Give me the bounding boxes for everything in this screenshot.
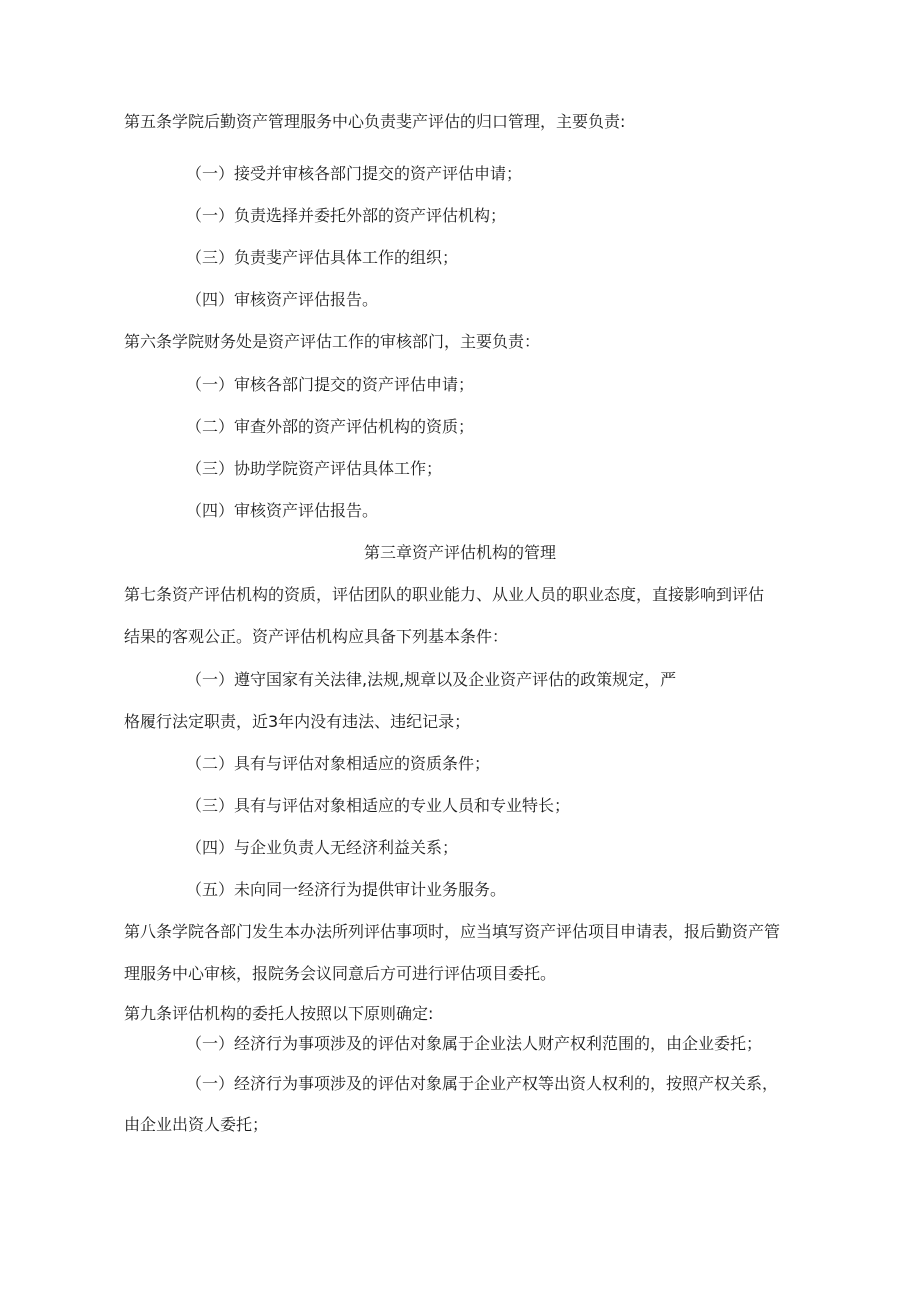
article-7-item-1-line-1: （一）遵守国家有关法律,法规,规章以及企业资产评估的政策规定，严 xyxy=(186,670,677,689)
article-5-item-1: （一）接受并审核各部门提交的资产评估申请； xyxy=(186,164,523,183)
article-7-item-2: （二）具有与评估对象相适应的资质条件； xyxy=(186,754,491,773)
article-7-item-5: （五）未向同一经济行为提供审计业务服务。 xyxy=(186,880,507,899)
article-6-item-2: （二）审查外部的资产评估机构的资质； xyxy=(186,417,475,436)
article-5-item-4: （四）审核资产评估报告。 xyxy=(186,290,379,309)
article-6-title: 第六条学院财务处是资产评估工作的审核部门，主要负责： xyxy=(124,332,541,351)
chapter-3-heading: 第三章资产评估机构的管理 xyxy=(363,543,556,562)
article-8-line-2: 理服务中心审核，报院务会议同意后方可进行评估项目委托。 xyxy=(124,964,557,983)
article-8-line-1: 第八条学院各部门发生本办法所列评估事项时，应当填写资产评估项目申请表，报后勤资产管 xyxy=(124,922,781,941)
article-7-item-4: （四）与企业负责人无经济利益关系； xyxy=(186,838,459,857)
article-6-item-4: （四）审核资产评估报告。 xyxy=(186,501,379,520)
article-6-item-1: （一）审核各部门提交的资产评估申请； xyxy=(186,375,475,394)
article-9-title: 第九条评估机构的委托人按照以下原则确定: xyxy=(124,1004,434,1023)
article-5-item-3: （三）负责斐产评估具体工作的组织； xyxy=(186,248,459,267)
article-7-line-1: 第七条资产评估机构的资质，评估团队的职业能力、从业人员的职业态度，直接影响到评估 xyxy=(124,585,765,604)
article-7-item-3: （三）具有与评估对象相适应的专业人员和专业特长； xyxy=(186,796,571,815)
article-6-item-3: （三）协助学院资产评估具体工作； xyxy=(186,459,443,478)
article-9-item-2-line-1: （一）经济行为事项涉及的评估对象属于企业产权等出资人权利的，按照产权关系， xyxy=(186,1074,779,1093)
article-5-item-2: （一）负责选择并委托外部的资产评估机构； xyxy=(186,206,507,225)
article-7-line-2: 结果的客观公正。资产评估机构应具备下列基本条件： xyxy=(124,627,509,646)
article-7-item-1-line-2: 格履行法定职责，近3年内没有违法、违纪记录； xyxy=(124,712,471,731)
article-9-item-1: （一）经济行为事项涉及的评估对象属于企业法人财产权利范围的，由企业委托； xyxy=(186,1034,763,1053)
article-9-item-2-line-2: 由企业出资人委托； xyxy=(124,1115,269,1134)
article-5-title: 第五条学院后勤资产管理服务中心负责斐产评估的归口管理，主要负责: xyxy=(124,112,626,131)
